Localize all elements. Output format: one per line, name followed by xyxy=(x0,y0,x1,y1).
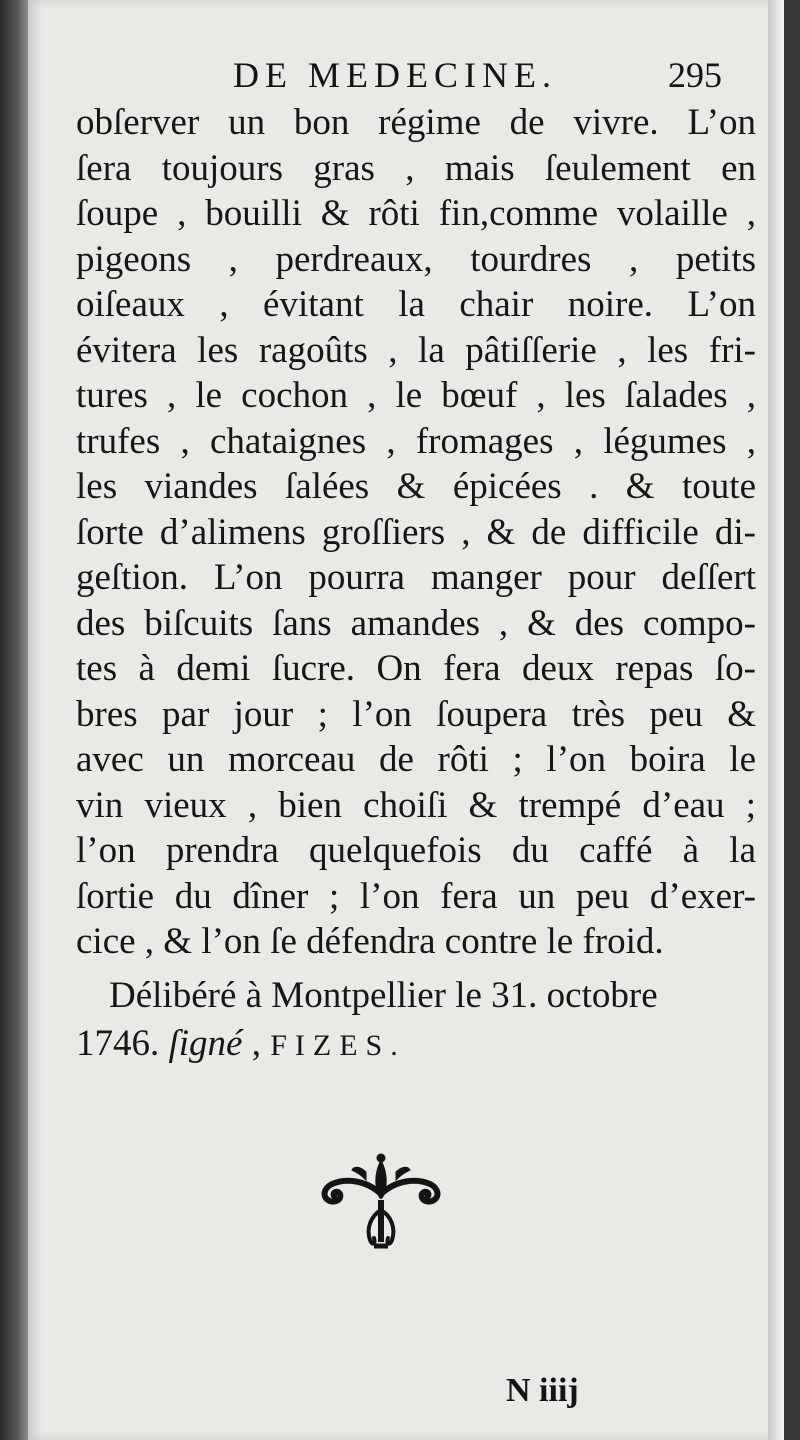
text-line: tes à demi ſucre. On fera deux repas ſo- xyxy=(76,648,756,689)
text-line: geſtion. L’on pourra manger pour deſſert xyxy=(76,557,756,598)
text-line: ſortie du dîner ; l’on fera un peu d’exer- xyxy=(76,875,756,917)
text-line: cice , & l’on ſe défendra contre le froid. xyxy=(76,921,664,962)
signature-year: 1746. xyxy=(76,1023,160,1064)
text-line: tures , le cochon , le bœuf , les ſalades , xyxy=(76,375,756,416)
text-line: l’on prendra quelquefois du caffé à la xyxy=(76,830,756,871)
running-title: DE MEDECINE. xyxy=(233,55,557,95)
book-page xyxy=(28,0,784,1440)
text-line: oiſeaux , évitant la chair noire. L’on xyxy=(76,284,756,325)
deliberation-line: Délibéré à Montpellier le 31. octobre xyxy=(109,975,658,1016)
text-line: des biſcuits ſans amandes , & des compo- xyxy=(76,602,756,644)
text-line: avec un morceau de rôti ; l’on boira le xyxy=(76,739,756,780)
page-number: 295 xyxy=(668,55,722,95)
text-line: obſerver un bon régime de vivre. L’on xyxy=(76,102,756,143)
signed-line xyxy=(76,1020,756,1068)
text-line: vin vieux , bien choiſi & trempé d’eau ; xyxy=(76,784,756,826)
text-line: pigeons , perdreaux, tourdres , petits xyxy=(76,238,756,280)
text-line: ſera toujours gras , mais ſeulement en xyxy=(76,147,756,189)
text-line: ſorte d’alimens groſſiers , & de difficile di- xyxy=(76,511,756,553)
text-line: trufes , chataignes , fromages , légumes , xyxy=(76,420,756,462)
text-line: les viandes ſalées & épicées . & toute xyxy=(76,466,756,507)
page-header xyxy=(28,50,784,100)
page-gutter-shadow xyxy=(0,0,28,1440)
text-line: bres par jour ; l’on ſoupera très peu & xyxy=(76,693,756,735)
text-line: ſoupe , bouilli & rôti fin,comme volaille , xyxy=(76,193,756,234)
signatory-name: FIZES. xyxy=(270,1029,406,1062)
signature-mark: N iiij xyxy=(506,1372,579,1409)
signature-signe: ſigné xyxy=(168,1023,243,1064)
body-text xyxy=(76,100,756,965)
fleuron-ornament-icon xyxy=(316,1150,446,1254)
deliberation-signature xyxy=(76,972,756,1068)
signature-separator: , xyxy=(242,1023,271,1064)
page-edge xyxy=(768,0,784,1440)
text-line: évitera les ragoûts , la pâtiſſerie , les fri- xyxy=(76,329,756,371)
